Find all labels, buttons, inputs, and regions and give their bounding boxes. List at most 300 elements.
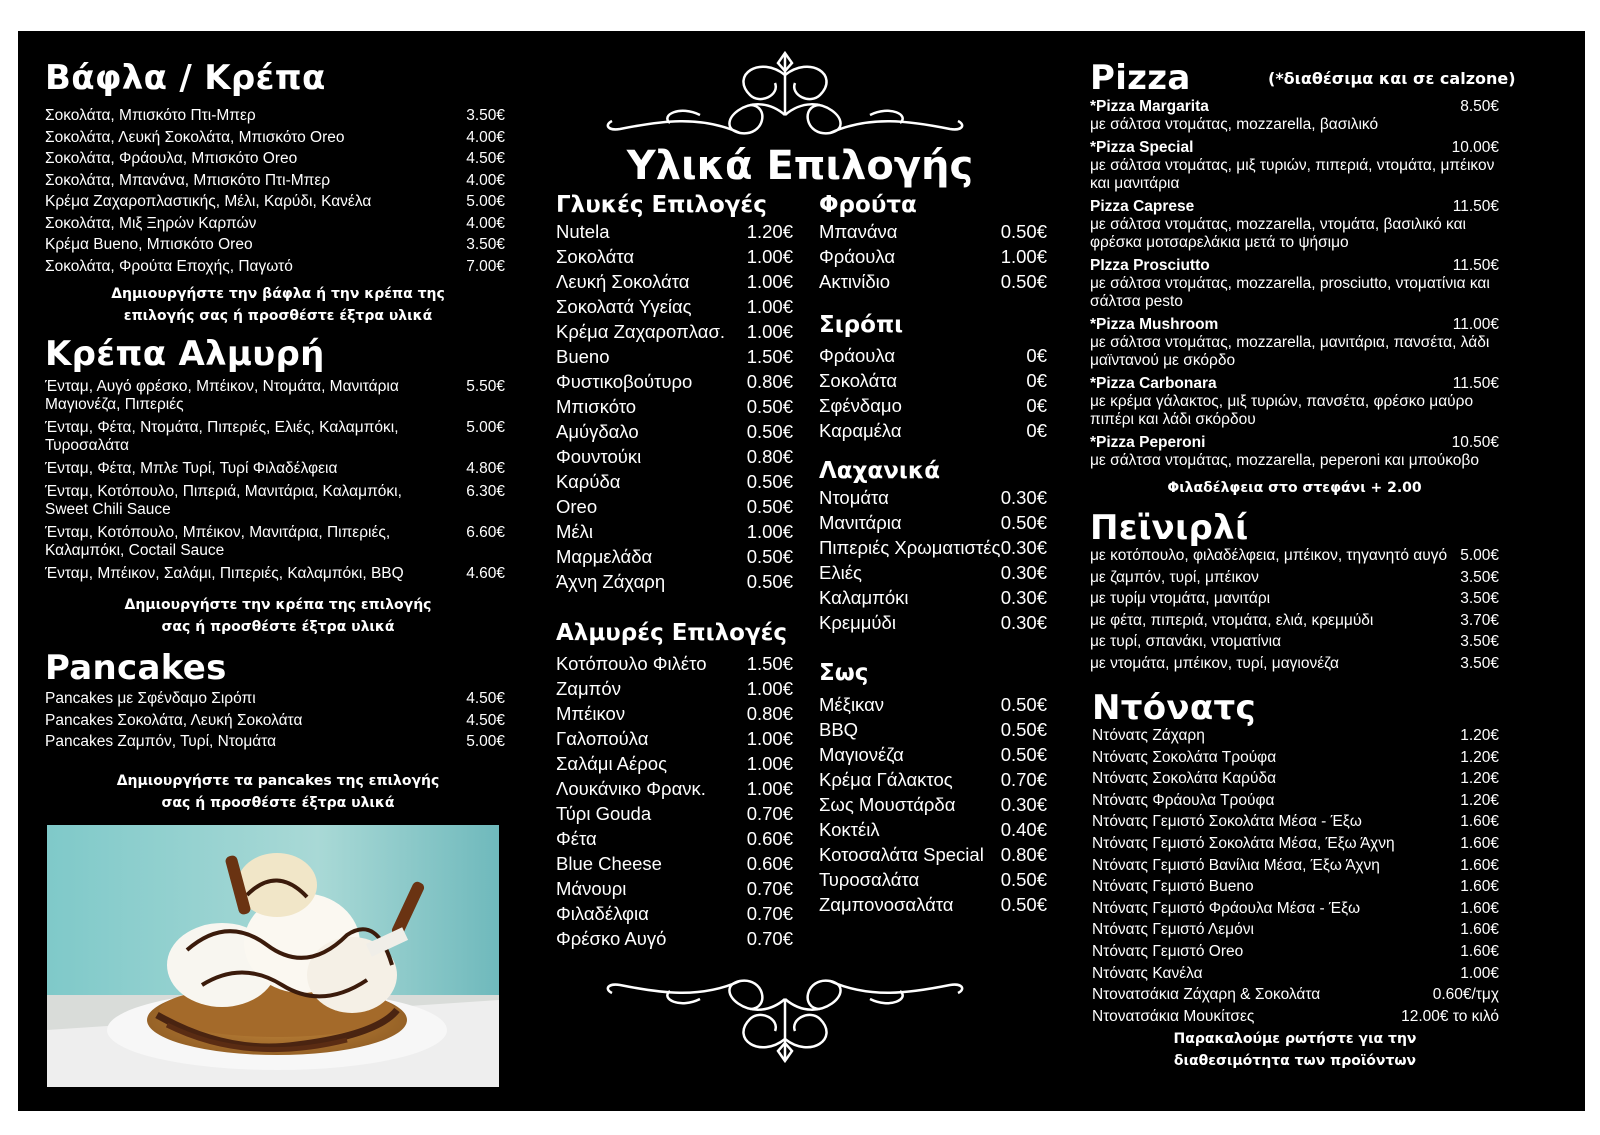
pizza-item-header (1090, 257, 1499, 275)
pizza-item-header (1090, 375, 1499, 393)
list-item (556, 776, 793, 801)
item-price: 1.60€ (1460, 942, 1499, 960)
item-name: Μαρμελάδα (556, 546, 653, 567)
list-item (45, 148, 511, 170)
list-item (45, 710, 511, 732)
item-name: Bueno (556, 346, 610, 367)
pizza-description: με σάλτσα ντομάτας, mozzarella, βασιλικό (1090, 116, 1379, 133)
list-item (556, 244, 793, 269)
item-name: Καρύδα (556, 471, 621, 492)
item-price: 0.30€ (1000, 612, 1047, 633)
item-price: 1.00€ (746, 296, 793, 317)
list-item (556, 801, 793, 826)
list-item (819, 510, 1047, 535)
ingredients-title: Υλικά Επιλογής (626, 143, 974, 189)
item-name: Κρεμμύδι (819, 612, 896, 633)
top-ornament-icon (600, 45, 970, 135)
crepe-note-line1: Δημιουργήστε την κρέπα της επιλογής (124, 597, 432, 613)
item-name: Μπισκότο (556, 396, 637, 417)
menu-board (18, 31, 1585, 1111)
item-name: Ακτινίδιο (819, 271, 891, 292)
list-item (1092, 768, 1499, 790)
item-price: 3.50€ (1460, 590, 1499, 608)
item-name: Σοκολάτα, Μπισκότο Πτι-Μπερ (45, 107, 256, 124)
item-name: Ένταμ, Μπέικον, Σαλάμι, Πιπεριές, Καλαμπόκι, BBQ (45, 565, 404, 582)
list-item (556, 851, 793, 876)
pizza-title: Pizza (1090, 58, 1191, 98)
pizza-price: 11.50€ (1452, 375, 1499, 392)
item-name: Ντόνατς Σοκολάτα Καρύδα (1092, 770, 1277, 788)
pizza-item-header (1090, 316, 1499, 334)
pizza-list (1090, 98, 1499, 475)
item-price: 0€ (1026, 395, 1047, 416)
donuts-note-line2: διαθεσιμότητα των προϊόντων (1173, 1053, 1417, 1069)
item-price: 5.50€ (466, 378, 505, 395)
item-price: 1.20€ (746, 221, 793, 242)
item-name: Σοκολατά Υγείας (556, 296, 692, 317)
item-price: 4.00€ (466, 128, 505, 146)
item-name: Ένταμ, Αυγό φρέσκο, Μπέικον, Ντομάτα, Μανιτάρια Μαγιονέζα, Πιπεριές (45, 378, 399, 413)
item-price: 1.60€ (1460, 856, 1499, 874)
item-price: 3.50€ (466, 236, 505, 253)
item-price: 1.60€ (1460, 813, 1499, 831)
list-item (556, 726, 793, 751)
pizza-name: *Pizza Margarita (1090, 98, 1209, 115)
list-item (819, 817, 1047, 842)
item-price: 0.50€ (746, 571, 793, 592)
item-price: 1.00€ (746, 753, 793, 774)
list-item (819, 244, 1047, 269)
item-name: Φιλαδέλφια (556, 903, 649, 924)
pizza-price: 10.50€ (1451, 434, 1499, 451)
list-item (1092, 747, 1499, 769)
item-price: 3.50€ (1460, 568, 1499, 586)
pizza-item (1090, 198, 1499, 252)
waffle-title: Βάφλα / Κρέπα (45, 58, 326, 98)
item-price: 4.50€ (466, 711, 505, 729)
item-price: 0.80€ (1000, 844, 1047, 865)
item-name: Γαλοπούλα (556, 728, 649, 749)
item-name: Ντόνατς Κανέλα (1092, 964, 1203, 982)
item-name: Φέτα (556, 828, 597, 849)
pizza-item-header (1090, 98, 1499, 116)
pizza-item (1090, 257, 1499, 311)
list-item (819, 717, 1047, 742)
list-item (556, 419, 793, 444)
item-name: Μέλι (556, 521, 594, 542)
item-price: 1.20€ (1460, 748, 1499, 766)
item-price: 4.80€ (466, 460, 505, 477)
item-name: Λευκή Σοκολάτα (556, 271, 690, 292)
item-price: 0.50€ (746, 396, 793, 417)
list-item (556, 676, 793, 701)
syrup-title: Σιρόπι (819, 312, 904, 338)
pizza-price: 11.50€ (1452, 257, 1499, 274)
item-name: Ντόνατς Γεμιστό Σοκολάτα Μέσα - Έξω (1092, 813, 1362, 831)
pizza-price: 11.00€ (1452, 316, 1499, 333)
list-item (1092, 876, 1499, 898)
pizza-description: με κρέμα γάλακτος, μιξ τυριών, πανσέτα, φρέσκο μαύρο πιπέρι και λάδι σκόρδου (1090, 393, 1474, 428)
item-name: Ντόνατς Σοκολάτα Τρούφα (1092, 748, 1277, 766)
list-item (819, 418, 1047, 443)
pizza-item-header (1090, 139, 1499, 157)
list-item (556, 369, 793, 394)
crepe-note-line2: σας ή προσθέστε έξτρα υλικά (161, 619, 395, 635)
item-price: 0.50€ (1000, 694, 1047, 715)
item-price: 0€ (1026, 370, 1047, 391)
pizza-description: με σάλτσα ντομάτας, mozzarella, μανιτάρια, πανσέτα, λάδι μαϊντανού με σκόρδο (1090, 334, 1490, 369)
pizza-price: 11.50€ (1452, 198, 1499, 215)
vegetables-list (819, 485, 1047, 635)
item-price: 0€ (1026, 345, 1047, 366)
item-name: Ντονατσάκια Ζάχαρη & Σοκολάτα (1092, 986, 1321, 1004)
peinirli-title: Πεϊνιρλί (1090, 508, 1249, 548)
item-price: 1.00€ (746, 271, 793, 292)
item-price: 0.50€ (1000, 221, 1047, 242)
list-item (45, 191, 511, 213)
item-price: 4.00€ (466, 214, 505, 232)
item-name: Blue Cheese (556, 853, 662, 874)
pizza-name: *Pizza Carbonara (1090, 375, 1217, 392)
donuts-note-line1: Παρακαλούμε ρωτήστε για την (1173, 1031, 1417, 1047)
item-name: BBQ (819, 719, 859, 740)
item-price: 0.30€ (1000, 794, 1047, 815)
list-item (819, 585, 1047, 610)
waffle-ice-cream-photo (47, 825, 499, 1087)
pizza-item (1090, 316, 1499, 370)
list-item (819, 393, 1047, 418)
item-price: 0.80€ (746, 446, 793, 467)
item-price: 5.00€ (1460, 547, 1499, 564)
list-item (45, 213, 511, 235)
bottom-ornament-icon (600, 979, 970, 1069)
pizza-subtitle: (*διαθέσιμα και σε calzone) (1268, 69, 1516, 88)
item-price: 1.60€ (1460, 921, 1499, 939)
item-price: 4.50€ (466, 690, 505, 707)
item-name: Ντόνατς Γεμιστό Bueno (1092, 878, 1254, 896)
list-item (45, 419, 511, 455)
list-item (45, 378, 511, 414)
list-item (1092, 833, 1499, 855)
pizza-price: 10.00€ (1451, 139, 1499, 156)
item-name: Πιπεριές Χρωματιστές (819, 537, 1001, 558)
item-price: 1.20€ (1460, 770, 1499, 788)
list-item (1092, 898, 1499, 920)
donuts-title: Ντόνατς (1092, 688, 1256, 728)
item-price: 0.50€ (1000, 719, 1047, 740)
list-item (45, 731, 511, 753)
item-name: Pancakes με Σφένδαμο Σιρόπι (45, 690, 256, 707)
item-name: Ντονατσάκια Μουκίτσες (1092, 1007, 1255, 1025)
item-price: 1.00€ (746, 521, 793, 542)
item-name: Σοκολάτα, Φράουλα, Μπισκότο Oreo (45, 150, 298, 167)
item-name: Ένταμ, Κοτόπουλο, Μπέικον, Μανιτάρια, Πιπεριές, Καλαμπόκι, Coctail Sauce (45, 524, 391, 559)
item-name: με τυρίμ ντομάτα, μανιτάρι (1090, 590, 1271, 608)
item-price: 4.50€ (466, 150, 505, 167)
item-name: Ντόνατς Γεμιστό Βανίλια Μέσα, Έξω Άχνη (1092, 856, 1380, 874)
list-item (819, 867, 1047, 892)
list-item (45, 256, 511, 278)
item-name: Μανιτάρια (819, 512, 902, 533)
pancakes-title: Pancakes (45, 648, 227, 688)
pizza-name: Pizza Caprese (1090, 198, 1195, 215)
item-price: 0.70€ (746, 903, 793, 924)
item-name: Μπανάνα (819, 221, 898, 242)
list-item (819, 792, 1047, 817)
item-name: Nutela (556, 221, 610, 242)
item-price: 1.50€ (746, 653, 793, 674)
list-item (556, 751, 793, 776)
item-price: 0.50€ (1000, 894, 1047, 915)
item-name: Ζαμπονοσαλάτα (819, 894, 954, 915)
item-name: Αμύγδαλο (556, 421, 639, 442)
item-price: 0.80€ (746, 371, 793, 392)
pizza-price: 8.50€ (1460, 98, 1499, 115)
item-price: 5.00€ (466, 733, 505, 750)
item-name: Ένταμ, Κοτόπουλο, Πιπεριά, Μανιτάρια, Καλαμπόκι, Sweet Chili Sauce (45, 483, 402, 518)
list-item (556, 826, 793, 851)
item-name: με ντομάτα, μπέικον, τυρί, μαγιονέζα (1090, 654, 1339, 672)
item-name: Pancakes Σοκολάτα, Λευκή Σοκολάτα (45, 711, 303, 729)
savory-title: Αλμυρές Επιλογές (556, 620, 788, 646)
item-name: Τυροσαλάτα (819, 869, 920, 890)
item-price: 1.00€ (1000, 246, 1047, 267)
item-name: Σως Μουστάρδα (819, 794, 956, 815)
list-item (45, 460, 511, 478)
pizza-item-header (1090, 198, 1499, 216)
item-price: 0.30€ (1000, 487, 1047, 508)
waffle-list (45, 105, 511, 277)
sauces-list (819, 692, 1047, 917)
list-item (1090, 653, 1499, 675)
pizza-name: PIzza Prosciutto (1090, 257, 1210, 274)
list-item (45, 524, 511, 560)
item-price: 1.00€ (746, 678, 793, 699)
item-price: 5.00€ (466, 419, 505, 436)
list-item (556, 294, 793, 319)
pizza-name: *Pizza Peperoni (1090, 434, 1206, 451)
item-price: 1.60€ (1460, 878, 1499, 896)
pizza-description: με σάλτσα ντομάτας, mozzarella, ντομάτα, βασιλικό και φρέσκα μοτσαρελάκια μετά το ψήσιμο (1090, 216, 1467, 251)
item-name: με ζαμπόν, τυρί, μπέικον (1090, 568, 1259, 586)
list-item (556, 469, 793, 494)
item-name: Φρέσκο Αυγό (556, 928, 667, 949)
list-item (556, 651, 793, 676)
pizza-description: με σάλτσα ντομάτας, μιξ τυριών, πιπεριά, ντομάτα, μπέικον και μανιτάρια (1090, 157, 1495, 192)
list-item (819, 368, 1047, 393)
item-name: Σοκολάτα, Φρούτα Εποχής, Παγωτό (45, 257, 293, 275)
item-price: 0€ (1026, 420, 1047, 441)
item-name: Φυστικοβούτυρο (556, 371, 693, 392)
pizza-note: Φιλαδέλφεια στο στεφάνι + 2.00 (1167, 480, 1422, 496)
pizza-description: με σάλτσα ντομάτας, mozzarella, prosciutto, ντοματίνια και σάλτσα pesto (1090, 275, 1490, 310)
pancakes-note-line1: Δημιουργήστε τα pancakes της επιλογής (116, 773, 440, 789)
pizza-name: *Pizza Mushroom (1090, 316, 1219, 333)
item-name: Σοκολάτα, Μιξ Ξηρών Καρπών (45, 214, 257, 232)
list-item (1090, 588, 1499, 610)
list-item (819, 767, 1047, 792)
list-item (556, 876, 793, 901)
syrup-list (819, 343, 1047, 443)
item-price: 0.60€ (746, 828, 793, 849)
list-item (556, 494, 793, 519)
list-item (45, 105, 511, 127)
item-price: 1.00€ (746, 321, 793, 342)
item-name: Ελιές (819, 562, 862, 583)
item-price: 0.70€ (746, 928, 793, 949)
item-name: Φράουλα (819, 246, 896, 267)
pizza-description: με σάλτσα ντομάτας, mozzarella, peperoni και μπούκοβο (1090, 452, 1479, 469)
savory-list (556, 651, 793, 951)
item-price: 0.50€ (1000, 869, 1047, 890)
item-name: Κρέμα Bueno, Μπισκότο Oreo (45, 236, 253, 253)
item-name: Ντόνατς Γεμιστό Oreo (1092, 942, 1244, 960)
item-price: 1.20€ (1460, 727, 1499, 744)
item-name: Σοκολάτα (556, 246, 635, 267)
item-price: 0.40€ (1000, 819, 1047, 840)
item-price: 0.50€ (746, 496, 793, 517)
item-name: Κρέμα Γάλακτος (819, 769, 953, 790)
item-name: Σφένδαμο (819, 395, 902, 416)
item-price: 4.60€ (466, 565, 505, 582)
item-price: 3.50€ (466, 107, 505, 124)
pancakes-note (45, 770, 511, 814)
donuts-note (1120, 1028, 1470, 1072)
item-price: 3.70€ (1460, 611, 1499, 629)
item-name: Ντομάτα (819, 487, 889, 508)
item-name: Ντόνατς Φράουλα Τρούφα (1092, 791, 1275, 809)
item-name: Pancakes Ζαμπόν, Τυρί, Ντομάτα (45, 733, 277, 750)
crepe-savory-title: Κρέπα Αλμυρή (45, 334, 325, 374)
item-price: 12.00€ το κιλό (1401, 1007, 1499, 1025)
item-name: Σοκολάτα, Μπανάνα, Μπισκότο Πτι-Μπερ (45, 171, 331, 189)
list-item (1092, 790, 1499, 812)
list-item (45, 234, 511, 256)
list-item (556, 544, 793, 569)
item-price: 0.30€ (1000, 537, 1047, 558)
waffle-note-line1: Δημιουργήστε την βάφλα ή την κρέπα της (111, 286, 445, 302)
list-item (1092, 811, 1499, 833)
list-item (1090, 567, 1499, 589)
item-name: Καλαμπόκι (819, 587, 909, 608)
item-price: 6.60€ (466, 524, 505, 541)
list-item (819, 692, 1047, 717)
item-price: 0.50€ (1000, 271, 1047, 292)
item-price: 6.30€ (466, 483, 505, 500)
list-item (556, 394, 793, 419)
sweet-list (556, 219, 793, 594)
pancakes-list (45, 688, 511, 753)
item-name: Τύρι Gouda (556, 803, 652, 824)
list-item (556, 444, 793, 469)
item-name: Κοκτέιλ (819, 819, 880, 840)
item-price: 1.00€ (1460, 964, 1499, 982)
pizza-item (1090, 434, 1499, 470)
item-name: Καραμέλα (819, 420, 902, 441)
item-name: Oreo (556, 496, 598, 517)
list-item (556, 926, 793, 951)
item-name: Κοτοσαλάτα Special (819, 844, 984, 865)
item-name: Κρέμα Ζαχαροπλαστικής, Μέλι, Καρύδι, Κανέλα (45, 193, 372, 210)
pizza-item (1090, 139, 1499, 193)
item-name: Φράουλα (819, 345, 896, 366)
list-item (819, 485, 1047, 510)
vegetables-title: Λαχανικά (819, 458, 941, 484)
list-item (1092, 984, 1499, 1006)
item-name: Ντόνατς Γεμιστό Φράουλα Μέσα - Έξω (1092, 899, 1361, 917)
list-item (1090, 631, 1499, 653)
item-price: 0.50€ (1000, 512, 1047, 533)
pizza-item (1090, 98, 1499, 134)
item-price: 0.50€ (746, 546, 793, 567)
item-name: Φουντούκι (556, 446, 642, 467)
item-name: Κοτόπουλο Φιλέτο (556, 653, 707, 674)
list-item (556, 344, 793, 369)
list-item (819, 892, 1047, 917)
pizza-name: *Pizza Special (1090, 139, 1194, 156)
list-item (556, 569, 793, 594)
list-item (1092, 1006, 1499, 1028)
fruits-title: Φρούτα (819, 192, 917, 218)
pizza-item-header (1090, 434, 1499, 452)
list-item (556, 319, 793, 344)
list-item (1092, 855, 1499, 877)
list-item (45, 565, 511, 583)
item-price: 7.00€ (466, 257, 505, 275)
list-item (819, 269, 1047, 294)
list-item (1092, 963, 1499, 985)
item-price: 1.00€ (746, 246, 793, 267)
list-item (45, 127, 511, 149)
item-name: Μέξικαν (819, 694, 885, 715)
list-item (45, 483, 511, 519)
item-name: Άχνη Ζάχαρη (556, 571, 666, 592)
item-price: 1.60€ (1460, 899, 1499, 917)
list-item (556, 701, 793, 726)
item-name: Κρέμα Ζαχαροπλασ. (556, 321, 726, 342)
item-name: Ένταμ, Φέτα, Ντομάτα, Πιπεριές, Ελιές, Καλαμπόκι, Τυροσαλάτα (45, 419, 399, 454)
list-item (1090, 610, 1499, 632)
item-name: Μπέικον (556, 703, 626, 724)
list-item (1090, 545, 1499, 567)
item-price: 0.80€ (746, 703, 793, 724)
item-price: 0.50€ (746, 421, 793, 442)
item-name: με κοτόπουλο, φιλαδέλφεια, μπέικον, τηγανητό αυγό (1090, 547, 1448, 564)
list-item (819, 535, 1047, 560)
item-name: με φέτα, πιπεριά, ντομάτα, ελιά, κρεμμύδι (1090, 611, 1374, 629)
list-item (819, 219, 1047, 244)
item-name: Μάνουρι (556, 878, 627, 899)
list-item (556, 901, 793, 926)
item-price: 0.70€ (746, 803, 793, 824)
item-price: 0.70€ (1000, 769, 1047, 790)
item-price: 0.30€ (1000, 562, 1047, 583)
item-price: 5.00€ (466, 193, 505, 210)
sauces-title: Σως (819, 660, 869, 686)
item-name: Ένταμ, Φέτα, Μπλε Τυρί, Τυρί Φιλαδέλφεια (45, 460, 338, 477)
sweet-title: Γλυκές Επιλογές (556, 192, 767, 218)
waffle-note-line2: επιλογής σας ή προσθέστε έξτρα υλικά (123, 308, 433, 324)
item-name: Ζαμπόν (556, 678, 621, 699)
item-price: 0.30€ (1000, 587, 1047, 608)
list-item (556, 519, 793, 544)
item-name: Μαγιονέζα (819, 744, 904, 765)
list-item (819, 742, 1047, 767)
item-name: Σοκολάτα, Λευκή Σοκολάτα, Μπισκότο Oreo (45, 128, 345, 146)
item-price: 1.60€ (1460, 834, 1499, 852)
item-price: 1.00€ (746, 778, 793, 799)
list-item (819, 842, 1047, 867)
